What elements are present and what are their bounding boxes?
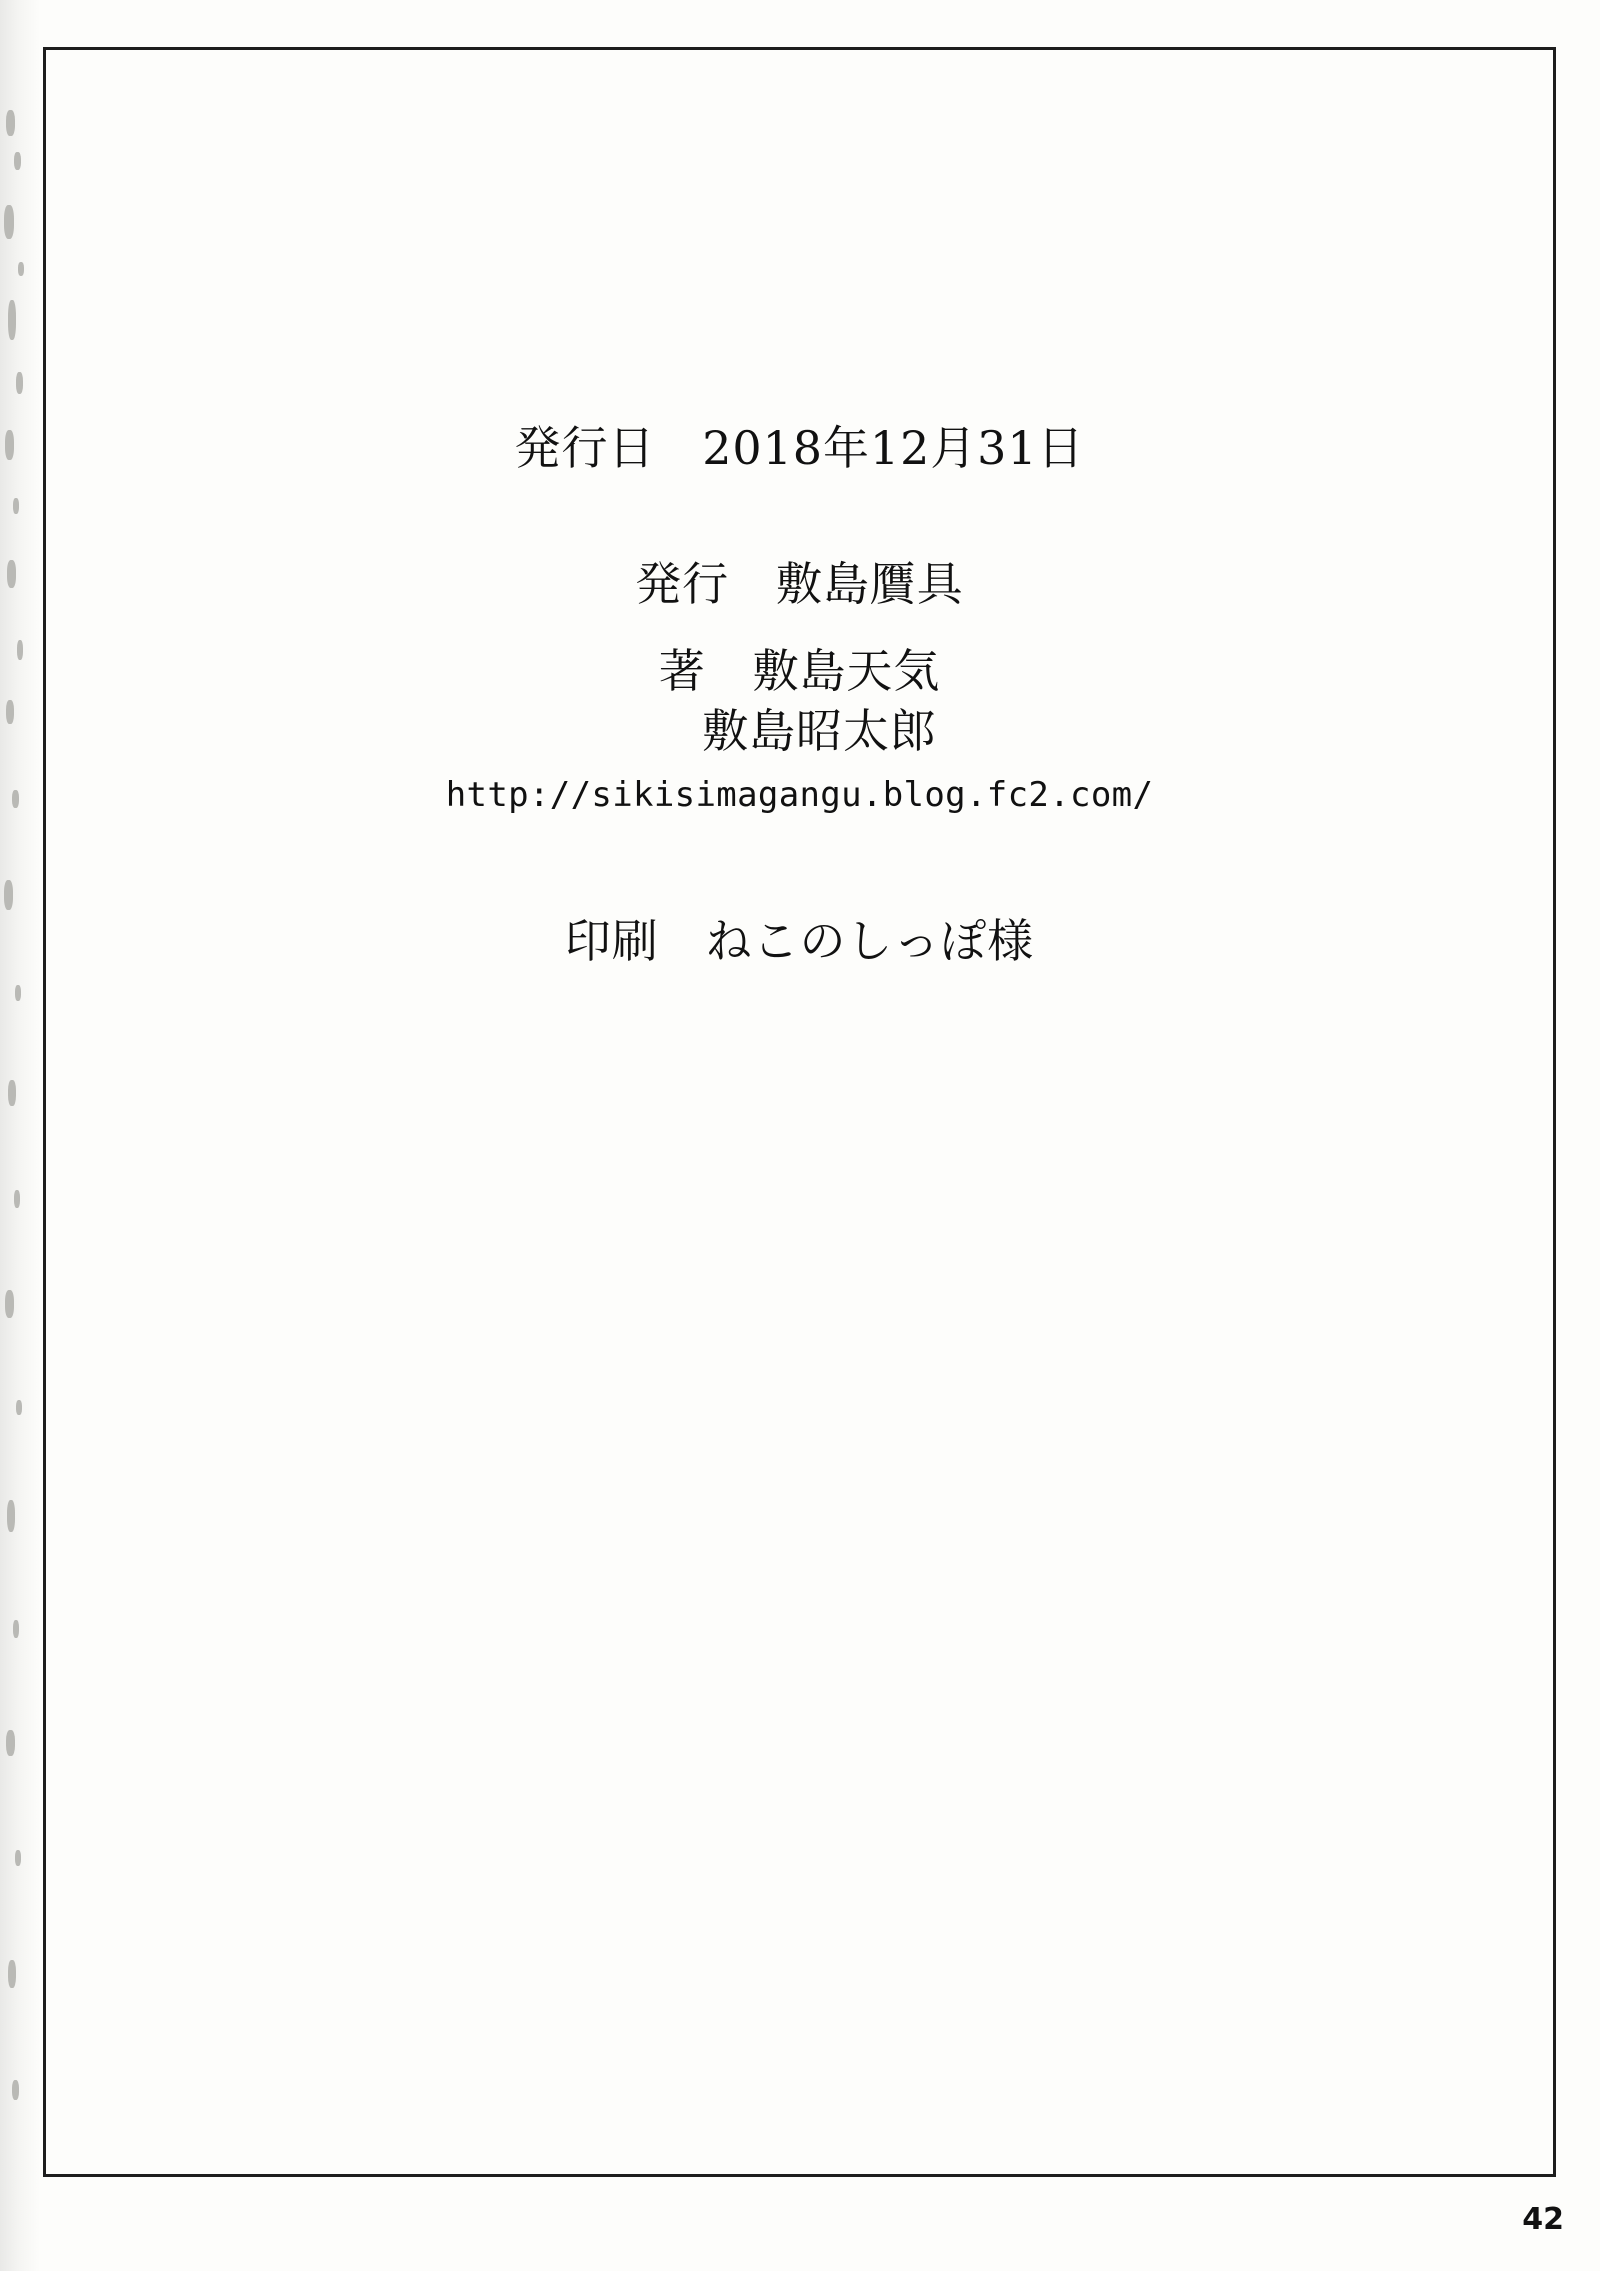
page-border-frame	[43, 47, 1556, 2177]
scan-gutter-edge	[0, 0, 40, 2271]
colophon-block	[43, 420, 1556, 970]
printer-line: 印刷 ねこのしっぽ様	[564, 913, 1035, 968]
blog-url[interactable]: http://sikisimagangu.blog.fc2.com/	[445, 775, 1154, 815]
page-number: 42	[1522, 2202, 1564, 2237]
author-line-primary: 著 敷島天気	[658, 644, 941, 698]
publisher-line: 発行 敷島贋具	[635, 556, 964, 611]
author-line-secondary: 敷島昭太郎	[702, 703, 937, 758]
publication-date-line: 発行日 2018年12月31日	[514, 421, 1085, 475]
